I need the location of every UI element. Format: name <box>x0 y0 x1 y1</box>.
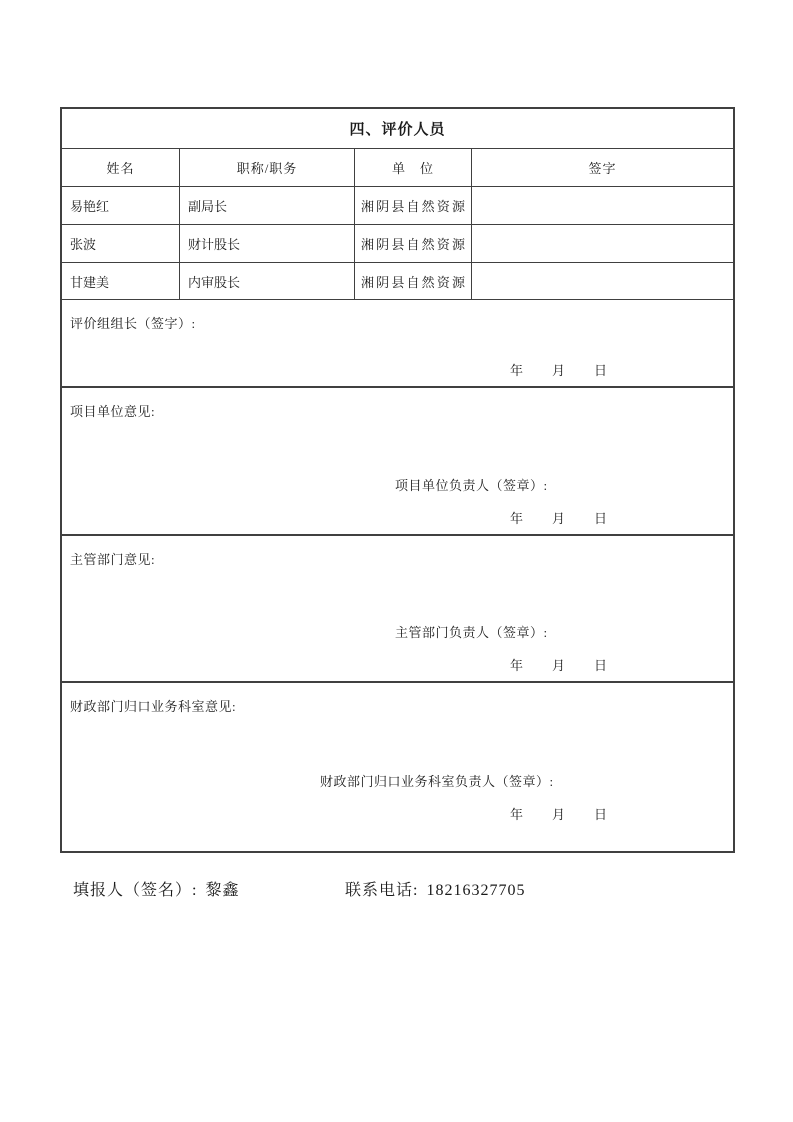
phone-number: 18216327705 <box>426 882 526 899</box>
person-title: 内审股长 <box>180 263 355 299</box>
phone-label: 联系电话: <box>345 882 419 899</box>
column-header-unit: 单 位 <box>355 149 472 186</box>
project-unit-opinion-label: 项目单位意见: <box>70 404 156 419</box>
person-title: 财计股长 <box>180 225 355 262</box>
column-header-signature: 签字 <box>588 161 617 176</box>
person-unit: 湘阴县自然资源 <box>355 263 472 299</box>
table-row <box>62 187 733 225</box>
date-line: 年 月 日 <box>509 658 608 673</box>
project-unit-signer-label: 项目单位负责人（签章）: <box>395 478 548 493</box>
date-line: 年 月 日 <box>509 807 608 822</box>
column-header-name: 姓名 <box>62 149 180 186</box>
filler-label: 填报人（签名）: <box>73 882 198 899</box>
supervising-department-signer-label: 主管部门负责人（签章）: <box>395 625 548 640</box>
section-supervising-department-opinion <box>62 536 733 683</box>
person-unit: 湘阴县自然资源 <box>355 225 472 262</box>
section-finance-department-opinion <box>62 683 733 851</box>
filler-name: 黎鑫 <box>205 882 240 899</box>
signature-cell <box>472 187 733 224</box>
filler-signature-line <box>73 877 239 900</box>
person-unit: 湘阴县自然资源 <box>355 187 472 224</box>
section-title: 四、评价人员 <box>62 109 733 149</box>
person-title: 副局长 <box>180 187 355 224</box>
column-header-title: 职称/职务 <box>180 149 355 186</box>
person-name: 易艳红 <box>62 187 180 224</box>
date-line: 年 月 日 <box>509 511 608 526</box>
section-group-leader-signature <box>62 300 733 388</box>
person-name: 张波 <box>62 225 180 262</box>
signature-cell <box>472 263 733 299</box>
table-row <box>62 263 733 300</box>
table-header-row <box>62 149 733 187</box>
contact-phone-line <box>345 877 525 900</box>
finance-department-signer-label: 财政部门归口业务科室负责人（签章）: <box>320 774 554 789</box>
supervising-department-opinion-label: 主管部门意见: <box>70 552 156 567</box>
group-leader-label: 评价组组长（签字）: <box>70 316 196 331</box>
signature-cell <box>472 225 733 262</box>
person-name: 甘建美 <box>62 263 180 299</box>
section-project-unit-opinion <box>62 388 733 536</box>
evaluation-form-table <box>60 107 735 853</box>
finance-department-opinion-label: 财政部门归口业务科室意见: <box>70 699 237 714</box>
table-row <box>62 225 733 263</box>
date-line: 年 月 日 <box>509 363 608 378</box>
